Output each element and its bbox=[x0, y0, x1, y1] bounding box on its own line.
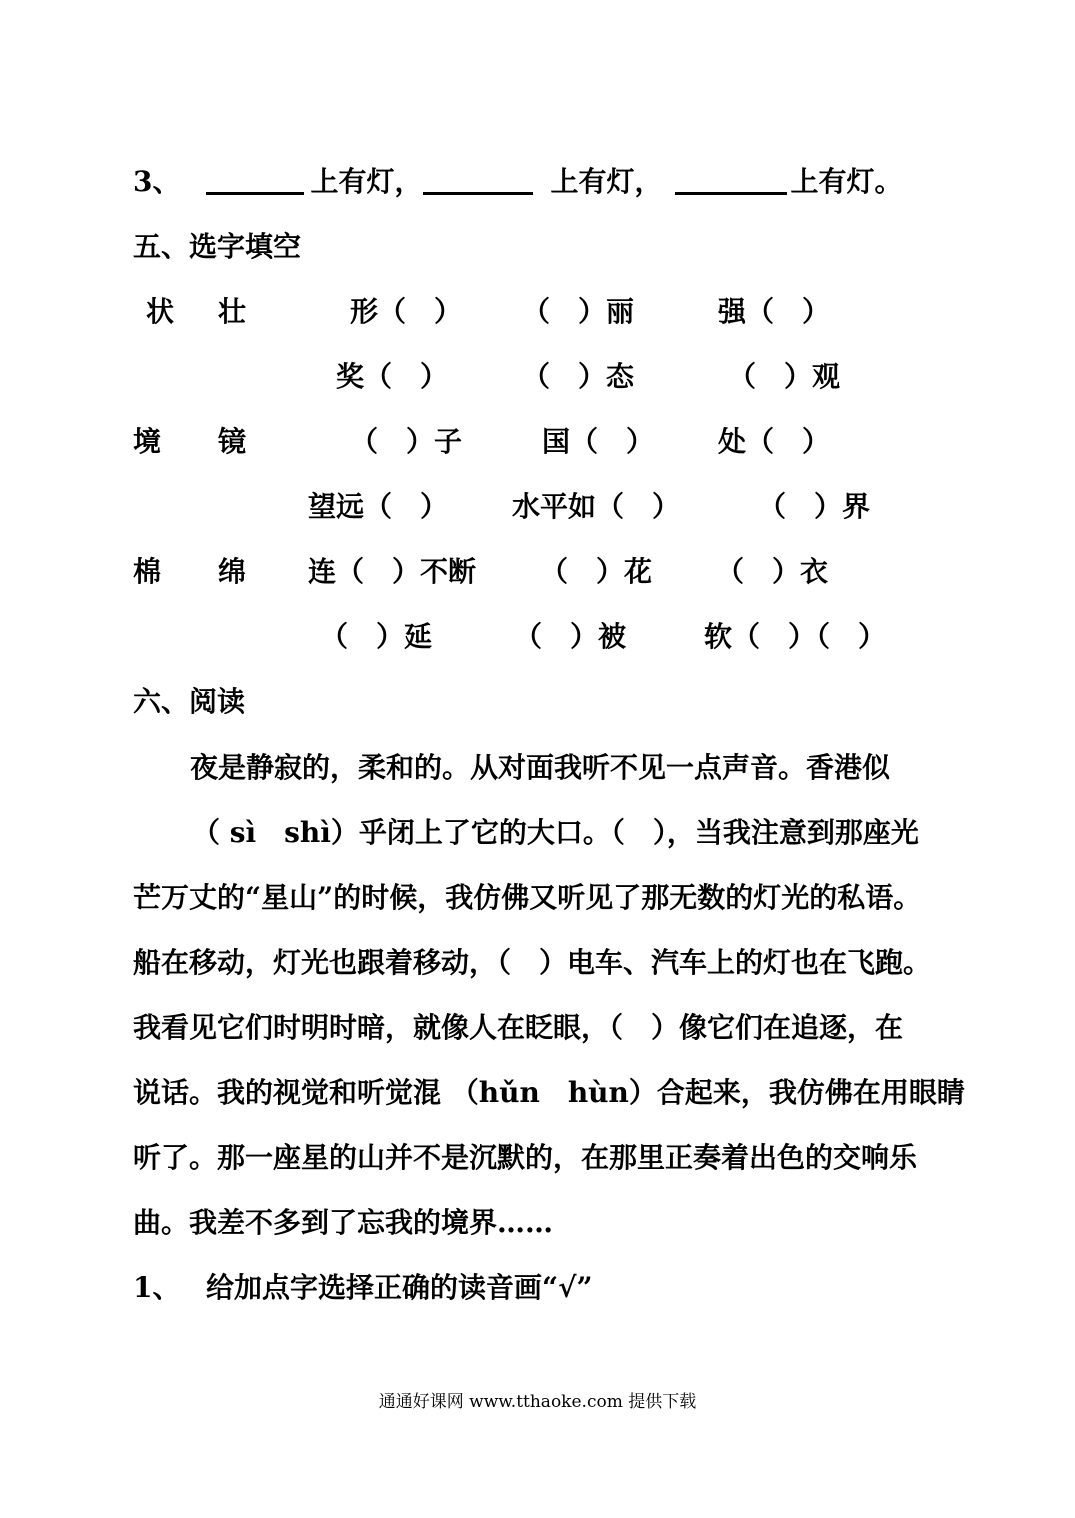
choice-char: 状 bbox=[146, 295, 175, 328]
fill-item[interactable]: 强（ ） bbox=[718, 295, 831, 328]
fill-blank[interactable] bbox=[675, 164, 787, 195]
choice-char: 壮 bbox=[218, 295, 247, 328]
footer-credit: 通通好课网 www.tthaoke.com 提供下载 bbox=[378, 1392, 697, 1412]
question-number: 3、 bbox=[133, 165, 181, 198]
fill-blank[interactable] bbox=[423, 164, 533, 195]
blank-suffix: 上有灯， bbox=[310, 165, 423, 198]
fill-item[interactable]: 水平如（ ） bbox=[512, 490, 681, 523]
question-3-line bbox=[133, 164, 903, 200]
fill-item[interactable]: （ ）观 bbox=[728, 360, 841, 393]
passage-line: 夜是静寂的，柔和的。从对面我听不见一点声音。香港似 bbox=[190, 751, 891, 784]
fill-item[interactable]: （ ）花 bbox=[540, 555, 653, 588]
passage-line: 我看见它们时明时暗，就像人在眨眼，（ ）像它们在追逐，在 bbox=[133, 1011, 904, 1044]
passage-line: 说话。我的视觉和听觉混 （hǔn hùn）合起来，我仿佛在用眼睛 bbox=[133, 1076, 965, 1109]
choice-char: 棉 bbox=[133, 555, 162, 588]
choice-char: 境 bbox=[133, 425, 162, 458]
passage-line: 曲。我差不多到了忘我的境界…… bbox=[133, 1206, 554, 1239]
fill-item[interactable]: 望远（ ） bbox=[308, 490, 449, 523]
passage-line: 听了。那一座星的山并不是沉默的，在那里正奏着出色的交响乐 bbox=[133, 1141, 918, 1174]
section-6-title: 六、阅读 bbox=[133, 685, 246, 718]
fill-item[interactable]: （ ）子 bbox=[350, 425, 463, 458]
passage-line: 芒万丈的“星山”的时候，我仿佛又听见了那无数的灯光的私语。 bbox=[133, 881, 922, 914]
blank-suffix: 上有灯， bbox=[550, 165, 663, 198]
fill-item[interactable]: 奖（ ） bbox=[336, 360, 449, 393]
question-1-number: 1、 bbox=[133, 1271, 181, 1304]
fill-item[interactable]: （ ）衣 bbox=[716, 555, 829, 588]
fill-item[interactable]: 国（ ） bbox=[542, 425, 655, 458]
passage-line: （ sì shì）乎闭上了它的大口。（ ），当我注意到那座光 bbox=[192, 816, 919, 849]
choice-char: 绵 bbox=[218, 555, 247, 588]
fill-item[interactable]: 处（ ） bbox=[718, 425, 831, 458]
fill-item[interactable]: 连（ ）不断 bbox=[308, 555, 477, 588]
fill-item[interactable]: （ ）被 bbox=[514, 620, 627, 653]
section-5-title: 五、选字填空 bbox=[133, 230, 302, 263]
passage-line: 船在移动，灯光也跟着移动，（ ）电车、汽车上的灯也在飞跑。 bbox=[133, 946, 932, 979]
fill-item[interactable]: 形（ ） bbox=[350, 295, 463, 328]
blank-suffix: 上有灯。 bbox=[790, 165, 903, 198]
fill-item[interactable]: （ ）丽 bbox=[522, 295, 635, 328]
fill-item[interactable]: （ ）延 bbox=[320, 620, 433, 653]
fill-item[interactable]: （ ）界 bbox=[758, 490, 871, 523]
question-1-text: 给加点字选择正确的读音画“√” bbox=[206, 1271, 593, 1304]
fill-blank[interactable] bbox=[206, 164, 304, 195]
fill-item[interactable]: 软（ ）（ ） bbox=[704, 620, 887, 653]
choice-char: 镜 bbox=[218, 425, 247, 458]
fill-item[interactable]: （ ）态 bbox=[522, 360, 635, 393]
